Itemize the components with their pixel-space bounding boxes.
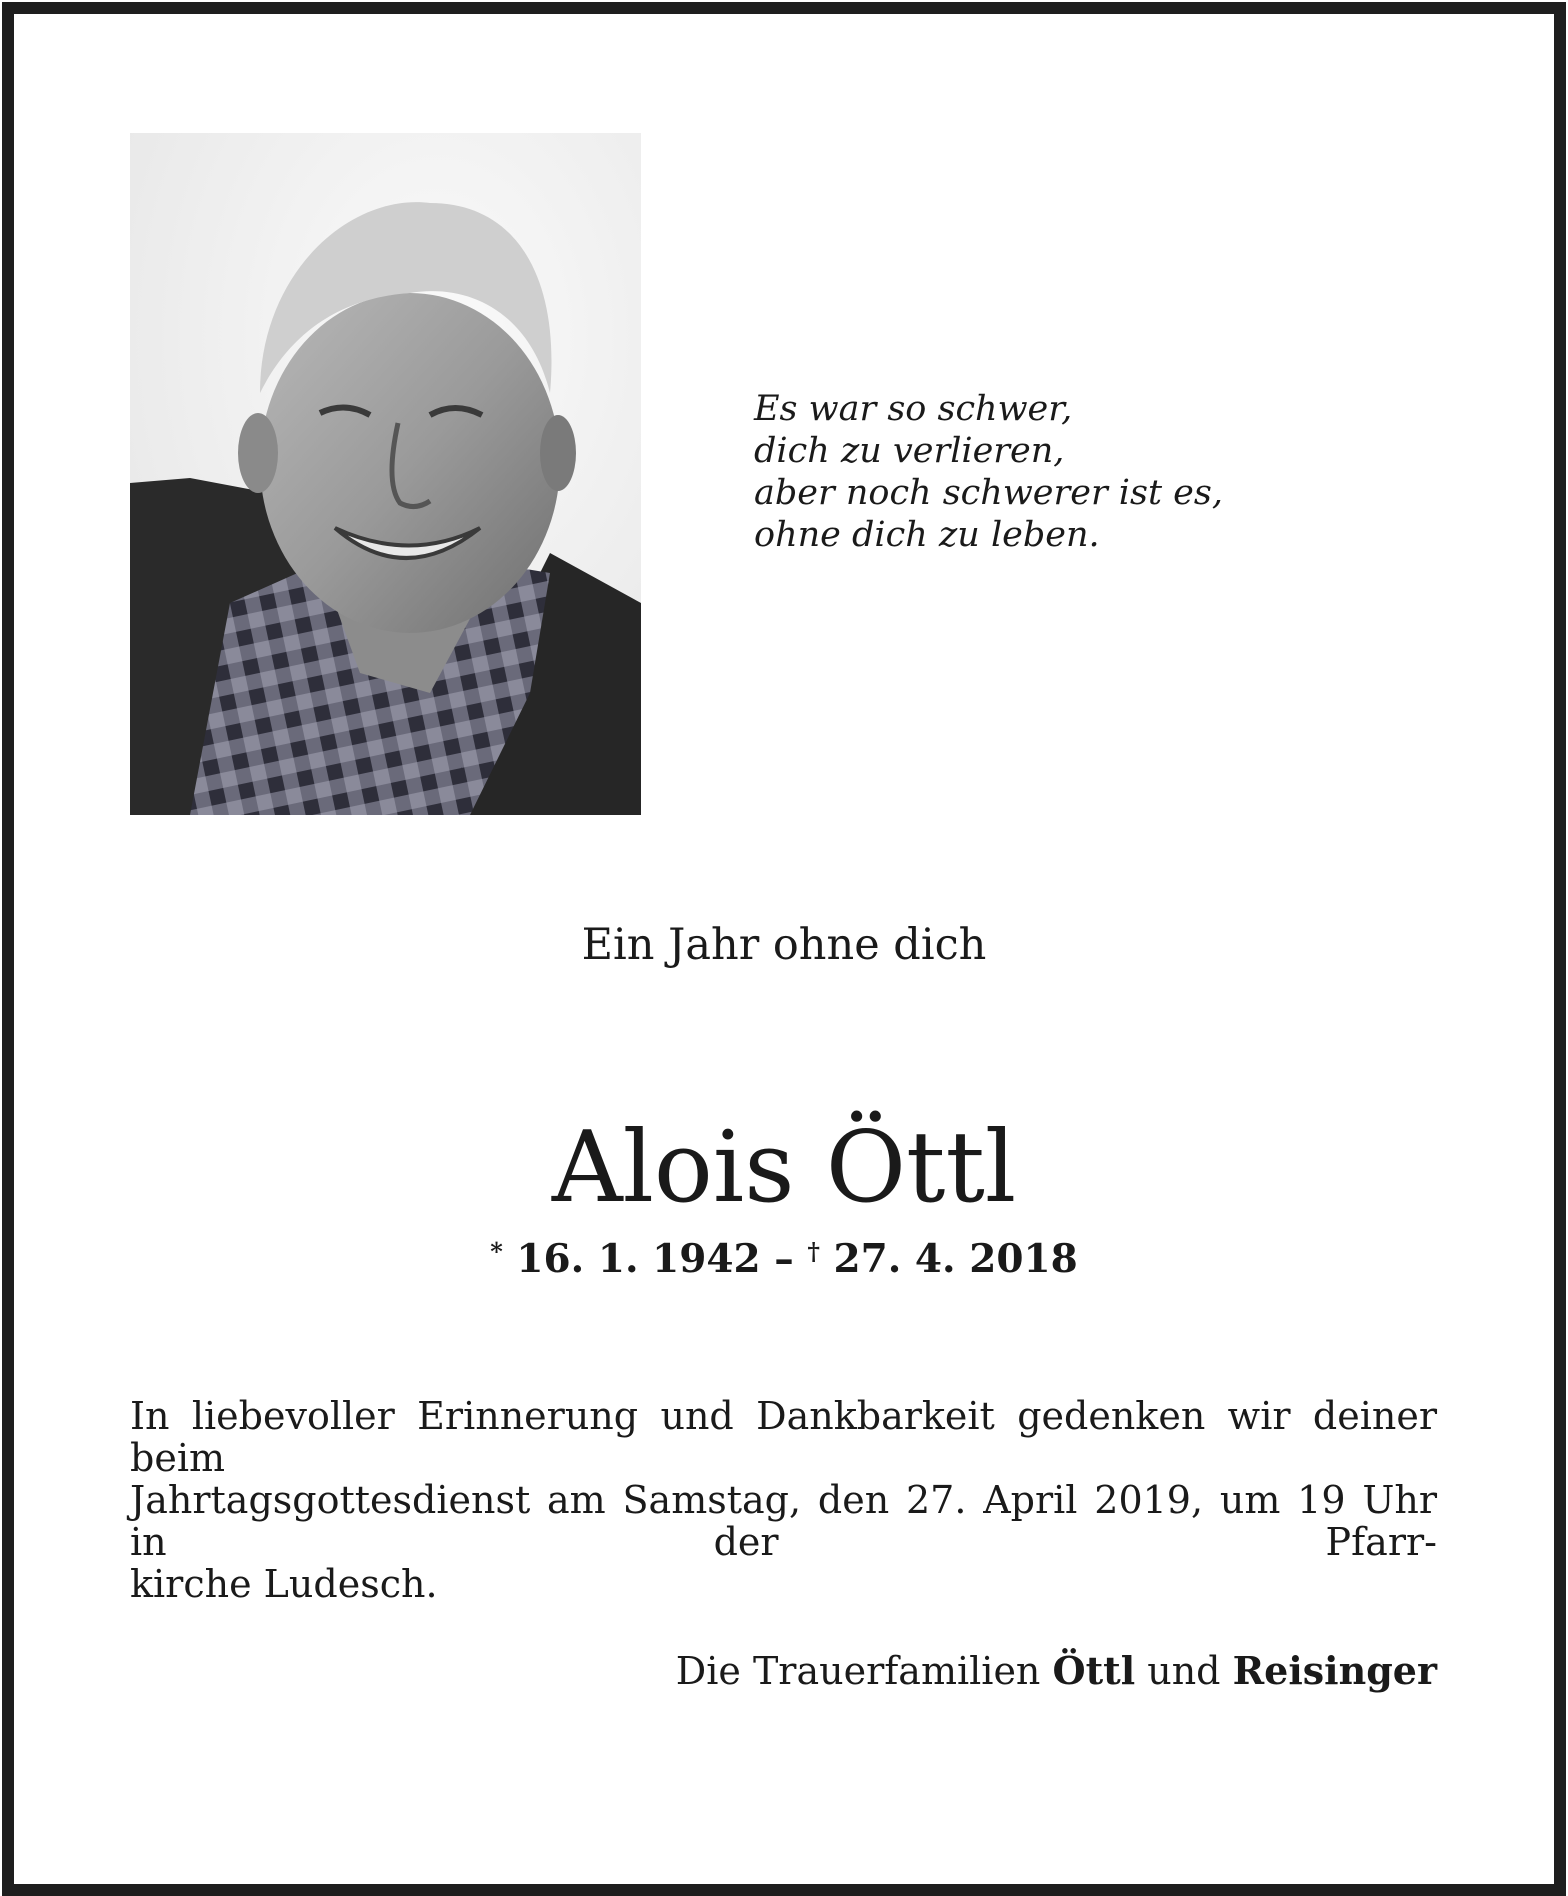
quote-line: ohne dich zu leben.: [754, 515, 1100, 555]
date-separator: –: [760, 1236, 808, 1282]
memorial-text: [130, 1395, 1437, 1605]
notice-heading: Ein Jahr ohne dich: [581, 920, 987, 970]
text-line: In liebevoller Erinnerung und Dankbarkeit gedenken wir deiner beim: [130, 1394, 1437, 1480]
text-line: kirche Ludesch.: [130, 1562, 438, 1606]
life-dates: [0, 1227, 1568, 1284]
family-name-2: Reisinger: [1232, 1648, 1437, 1693]
death-symbol: †: [807, 1237, 820, 1266]
quote-line: Es war so schwer,: [754, 389, 1073, 429]
memorial-quote: [754, 388, 1223, 556]
signature-prefix: Die Trauerfamilien: [675, 1649, 1053, 1693]
quote-line: dich zu verlieren,: [754, 431, 1065, 471]
portrait-photo: [130, 133, 641, 815]
signature: [676, 1647, 1437, 1695]
deceased-name: Alois Öttl: [551, 1111, 1017, 1225]
death-date: 27. 4. 2018: [833, 1236, 1078, 1282]
birth-symbol: *: [490, 1237, 503, 1266]
signature-connector: und: [1135, 1649, 1233, 1693]
text-line: Jahrtagsgottesdienst am Samstag, den 27. April 2019, um 19 Uhr in der Pfarr-: [130, 1478, 1437, 1564]
quote-line: aber noch schwerer ist es,: [754, 473, 1223, 513]
family-name-1: Öttl: [1052, 1648, 1136, 1693]
birth-date: 16. 1. 1942: [516, 1236, 761, 1282]
